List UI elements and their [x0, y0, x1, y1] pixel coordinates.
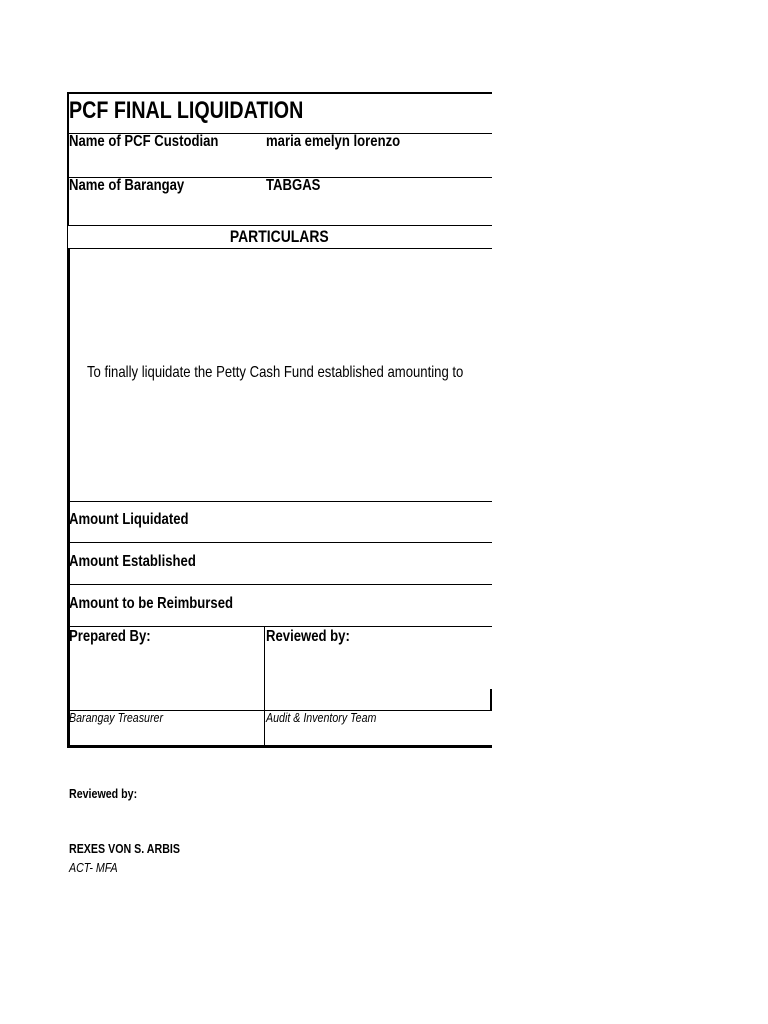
signature-column-divider [264, 626, 265, 747]
barangay-value: TABGAS [266, 177, 321, 194]
reviewed-by-label: Reviewed by: [266, 628, 350, 645]
custodian-value: maria emelyn lorenzo [266, 133, 401, 150]
reviewer-title: ACT- MFA [69, 860, 118, 875]
amount-established-divider [67, 584, 492, 585]
particulars-text: To finally liquidate the Petty Cash Fund established amounting to [87, 364, 464, 381]
particulars-divider [67, 501, 492, 502]
barangay-label: Name of Barangay [69, 177, 185, 194]
prepared-by-label: Prepared By: [69, 628, 151, 645]
particulars-header: PARTICULARS [230, 227, 329, 246]
particulars-header-divider [67, 248, 492, 249]
form-left-border-lower [67, 248, 70, 748]
form-bottom-border [67, 745, 492, 748]
custodian-label: Name of PCF Custodian [69, 133, 219, 150]
amount-liquidated-label: Amount Liquidated [69, 511, 189, 528]
amount-established-label: Amount Established [69, 553, 196, 570]
amount-liquidated-divider [67, 542, 492, 543]
reviewer-name: REXES VON S. ARBIS [69, 841, 180, 856]
form-top-border [67, 92, 492, 94]
footer-reviewed-by-label: Reviewed by: [69, 786, 138, 801]
amount-reimbursed-label: Amount to be Reimbursed [69, 595, 234, 612]
form-title: PCF FINAL LIQUIDATION [69, 97, 304, 124]
reviewed-role: Audit & Inventory Team [266, 710, 377, 725]
signature-right-tick [490, 689, 492, 711]
prepared-role: Barangay Treasurer [69, 710, 164, 725]
